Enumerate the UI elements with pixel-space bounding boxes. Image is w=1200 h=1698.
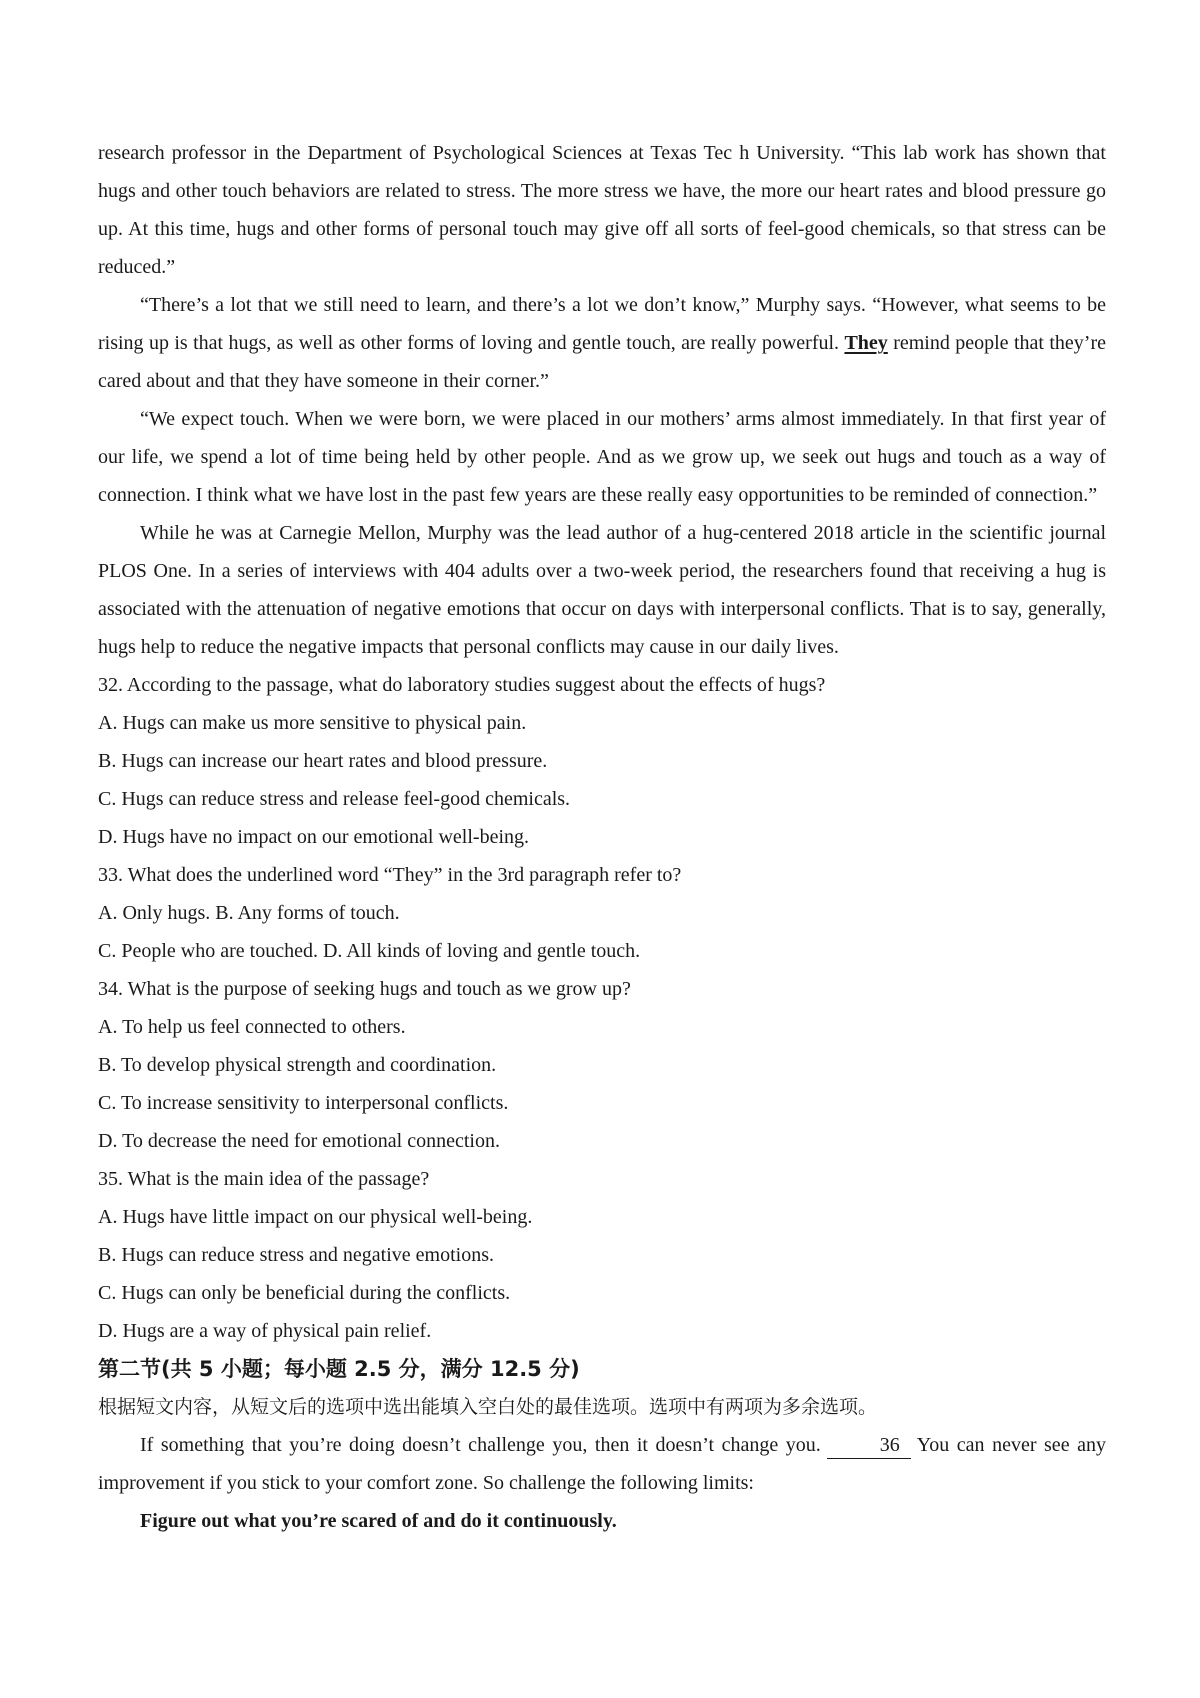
question-34-option-c: C. To increase sensitivity to interpersonal conflicts. <box>98 1092 509 1114</box>
question-32-option-a: A. Hugs can make us more sensitive to physical pain. <box>98 712 527 734</box>
question-35-option-b: B. Hugs can reduce stress and negative emotions. <box>98 1244 495 1266</box>
passage-paragraph-2 <box>98 286 1106 400</box>
question-33-options-ab: A. Only hugs. B. Any forms of touch. <box>98 902 400 924</box>
question-35-stem: 35. What is the main idea of the passage? <box>98 1168 430 1190</box>
question-34-option-a: A. To help us feel connected to others. <box>98 1016 406 1038</box>
question-32-stem: 32. According to the passage, what do laboratory studies suggest about the effects of hugs? <box>98 674 826 696</box>
passage-paragraph-2-text-after: remind people that they’re cared about and that they have someone in their corner.” <box>98 332 1106 392</box>
question-34-option-d: D. To decrease the need for emotional connection. <box>98 1130 500 1152</box>
passage-paragraph-1: research professor in the Department of Psychological Sciences at Texas Tec h University. “This lab work has shown that hugs and other touch behaviors are related to stress. The more stress we have, the more our heart rates and blood pressure go up. At this time, hugs and other forms of personal touch may give off all sorts of feel-good chemicals, so that stress can be reduced.” <box>98 142 1106 278</box>
question-35-option-c: C. Hugs can only be beneficial during the conflicts. <box>98 1282 511 1304</box>
section-2-title: 第二节(共 5 小题；每小题 2.5 分，满分 12.5 分) <box>98 1357 580 1381</box>
passage-paragraph-3: “We expect touch. When we were born, we were placed in our mothers’ arms almost immediately. In that first year of our life, we spend a lot of time being held by other people. And as we grow up, we seek out hugs and touch as a way of connection. I think what we have lost in the past few years are these really easy opportunities to be reminded of connection.” <box>98 408 1106 506</box>
question-34-option-b: B. To develop physical strength and coordination. <box>98 1054 497 1076</box>
question-32-option-c: C. Hugs can reduce stress and release feel-good chemicals. <box>98 788 571 810</box>
blank-36[interactable]: 36 <box>827 1432 911 1459</box>
passage-paragraph-4: While he was at Carnegie Mellon, Murphy was the lead author of a hug-centered 2018 article in the scientific journal PLOS One. In a series of interviews with 404 adults over a two-week period, the researchers found that receiving a hug is associated with the attenuation of negative emotions that occur on days with interpersonal conflicts. That is to say, generally, hugs help to reduce the negative impacts that personal conflicts may cause in our daily lives. <box>98 522 1106 658</box>
question-35-option-a: A. Hugs have little impact on our physical well-being. <box>98 1206 533 1228</box>
underlined-word-they: They <box>844 332 888 354</box>
section-2-heading-1: Figure out what you’re scared of and do it continuously. <box>140 1510 617 1532</box>
section-2-paragraph-1-before: If something that you’re doing doesn’t challenge you, then it doesn’t change you. <box>140 1434 821 1456</box>
document-page <box>98 134 1106 1540</box>
question-33-options-cd: C. People who are touched. D. All kinds of loving and gentle touch. <box>98 940 641 962</box>
passage-paragraph-2-text-before: “There’s a lot that we still need to learn, and there’s a lot we don’t know,” Murphy says. “However, what seems to be rising up is that hugs, as well as other forms of loving and gentle touch, are really powerful. <box>98 294 1106 354</box>
question-32-option-b: B. Hugs can increase our heart rates and blood pressure. <box>98 750 548 772</box>
question-35-option-d: D. Hugs are a way of physical pain relief. <box>98 1320 432 1342</box>
section-2-instruction: 根据短文内容，从短文后的选项中选出能填入空白处的最佳选项。选项中有两项为多余选项。 <box>98 1396 878 1418</box>
question-34-stem: 34. What is the purpose of seeking hugs and touch as we grow up? <box>98 978 631 1000</box>
section-2-paragraph-1 <box>98 1426 1106 1502</box>
question-33-stem: 33. What does the underlined word “They” in the 3rd paragraph refer to? <box>98 864 682 886</box>
question-32-option-d: D. Hugs have no impact on our emotional well-being. <box>98 826 530 848</box>
section-2-paragraph-1-after: You can never see any improvement if you stick to your comfort zone. So challenge the following limits: <box>98 1434 1106 1494</box>
